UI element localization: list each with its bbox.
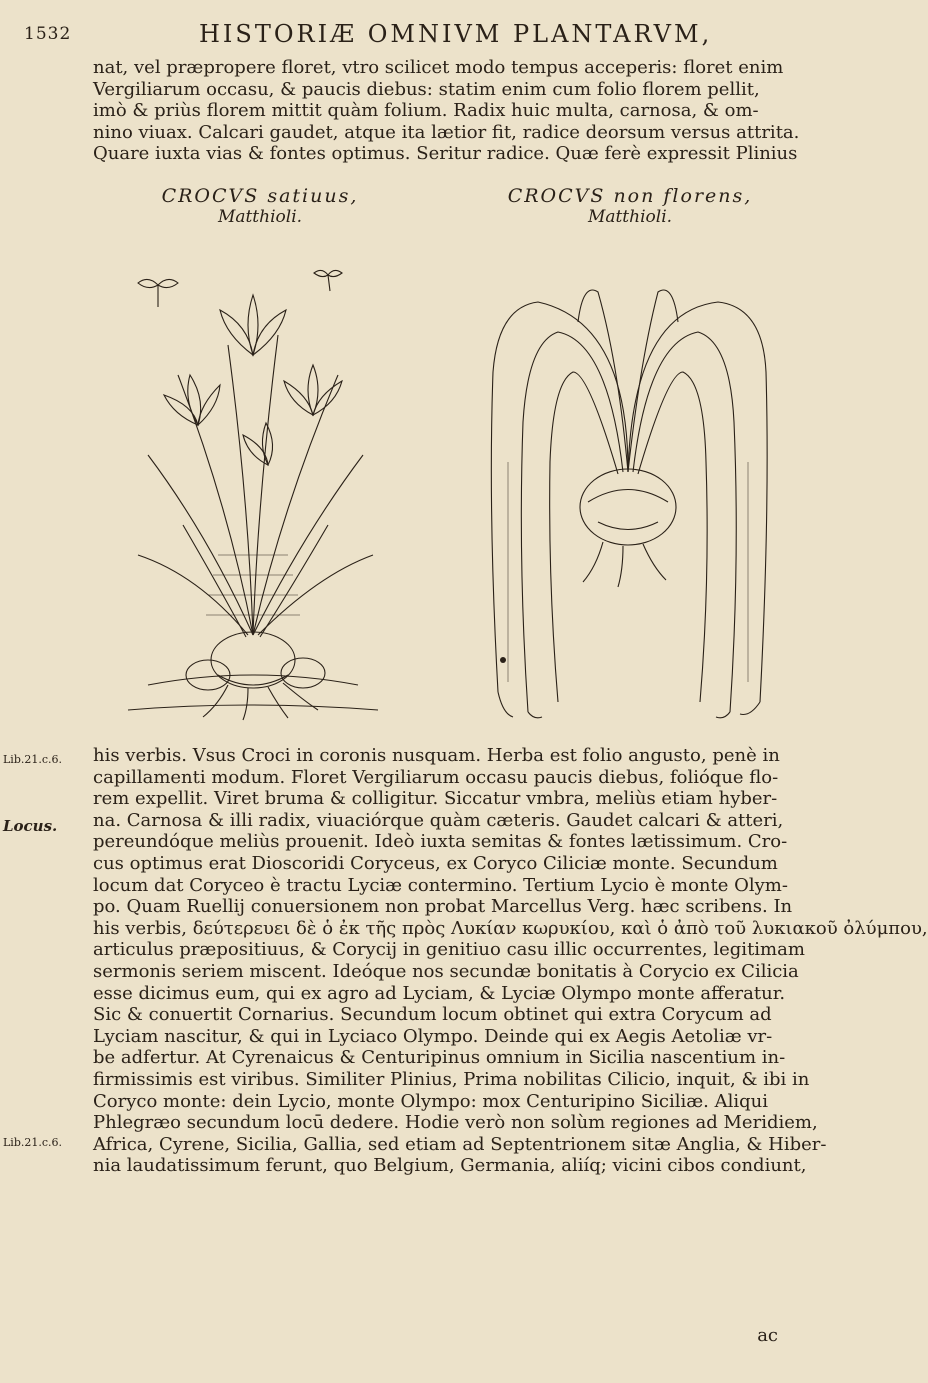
text-line: be adfertur. At Cyrenaicus & Centuripinus omnium in Sicilia nascentium in-: [93, 1047, 786, 1069]
text-line: imò & priùs florem mittit quàm folium. Radix huic multa, carnosa, & om-: [93, 100, 759, 122]
text-line: articulus præpositiuus, & Corycij in genitiuo casu illic occurrentes, legitimam: [93, 939, 805, 961]
catchword: ac: [757, 1325, 778, 1346]
text-line: firmissimis est viribus. Similiter Plinius, Prima nobilitas Cilicio, inquit, & ibi in: [93, 1068, 810, 1090]
figure-author-left: Matthioli.: [217, 207, 303, 227]
paragraph-top: [93, 57, 800, 165]
text-line: Vergiliarum occasu, & paucis diebus: statim enim cum folio florem pellit,: [93, 78, 760, 100]
figure-caption-left: [130, 185, 390, 227]
text-line: esse dicimus eum, qui ex agro ad Lyciam, & Lyciæ Olympo monte afferatur.: [93, 982, 786, 1004]
text-line: rem expellit. Viret bruma & colligitur. Siccatur vmbra, meliùs etiam hyber-: [93, 788, 778, 810]
text-line: Coryco monte: dein Lycio, monte Olympo: mox Centuripino Siciliæ. Aliqui: [93, 1090, 768, 1112]
page-number: 1532: [24, 24, 72, 44]
page-header: [24, 18, 770, 48]
text-line: nat, vel præpropere floret, vtro scilicet modo tempus acceperis: floret enim: [93, 57, 784, 78]
crocus-non-flowering-woodcut: [478, 262, 778, 724]
text-line: nia laudatissimum ferunt, quo Belgium, Germania, aliíq; vicini cibos condiunt,: [93, 1155, 807, 1177]
text-line: his verbis, δεύτερευει δὲ ὁ ἐκ τῆς πρὸς Λυκίαν κωρυκίου, καὶ ὁ ἀπὸ τοῦ λυκιακοῦ ὀλύμπου,: [93, 917, 928, 939]
text-line: cus optimus erat Dioscoridi Coryceus, ex Coryco Ciliciæ monte. Secundum: [93, 852, 778, 874]
crocus-flowering-woodcut: [108, 255, 398, 725]
figure-caption-right: [500, 185, 760, 227]
text-line: his verbis. Vsus Croci in coronis nusquam. Herba est folio angusto, penè in: [93, 745, 780, 766]
text-line: nino viuax. Calcari gaudet, atque ita lætior fit, radice deorsum versus attrita.: [93, 121, 800, 143]
text-line: sermonis seriem miscent. Ideóque nos secundæ bonitatis à Corycio ex Cilicia: [93, 960, 799, 982]
text-line: na. Carnosa & illi radix, viuaciórque quàm cæteris. Gaudet calcari & atteri,: [93, 809, 784, 831]
margin-reference: Lib.21.c.6.: [3, 1136, 63, 1149]
text-line: Sic & conuertit Cornarius. Secundum locum obtinet qui extra Corycum ad: [93, 1004, 772, 1026]
figure-author-right: Matthioli.: [587, 207, 673, 227]
text-line: Quare iuxta vias & fontes optimus. Seritur radice. Quæ ferè expressit Plinius: [93, 143, 798, 165]
text-line: locum dat Coryceo è tractu Lyciæ contermino. Tertium Lycio è monte Olym-: [93, 874, 788, 896]
text-line: capillamenti modum. Floret Vergiliarum occasu paucis diebus, folióque flo-: [93, 766, 779, 788]
text-line: Phlegræo secundum locū dedere. Hodie verò non solùm regiones ad Meridiem,: [93, 1112, 818, 1134]
text-line: Africa, Cyrene, Sicilia, Gallia, sed etiam ad Septentrionem sitæ Anglia, & Hiber-: [93, 1133, 827, 1155]
text-line: Lyciam nascitur, & qui in Lyciaco Olympo. Deinde qui ex Aegis Aetoliæ vr-: [93, 1025, 773, 1047]
figure-title-right: CROCVS non florens,: [507, 185, 753, 207]
paragraph-main: [93, 745, 928, 1177]
margin-reference: Lib.21.c.6.: [3, 753, 63, 766]
figure-title-left: CROCVS satiuus,: [161, 185, 359, 207]
text-line: po. Quam Ruellij conuersionem non probat Marcellus Verg. hæc scribens. In: [93, 896, 793, 918]
running-head: HISTORIÆ OMNIVM PLANTARVM,: [199, 20, 713, 48]
margin-locus: Locus.: [3, 817, 58, 835]
text-line: pereundóque meliùs prouenit. Ideò iuxta semitas & fontes lætissimum. Cro-: [93, 831, 788, 853]
